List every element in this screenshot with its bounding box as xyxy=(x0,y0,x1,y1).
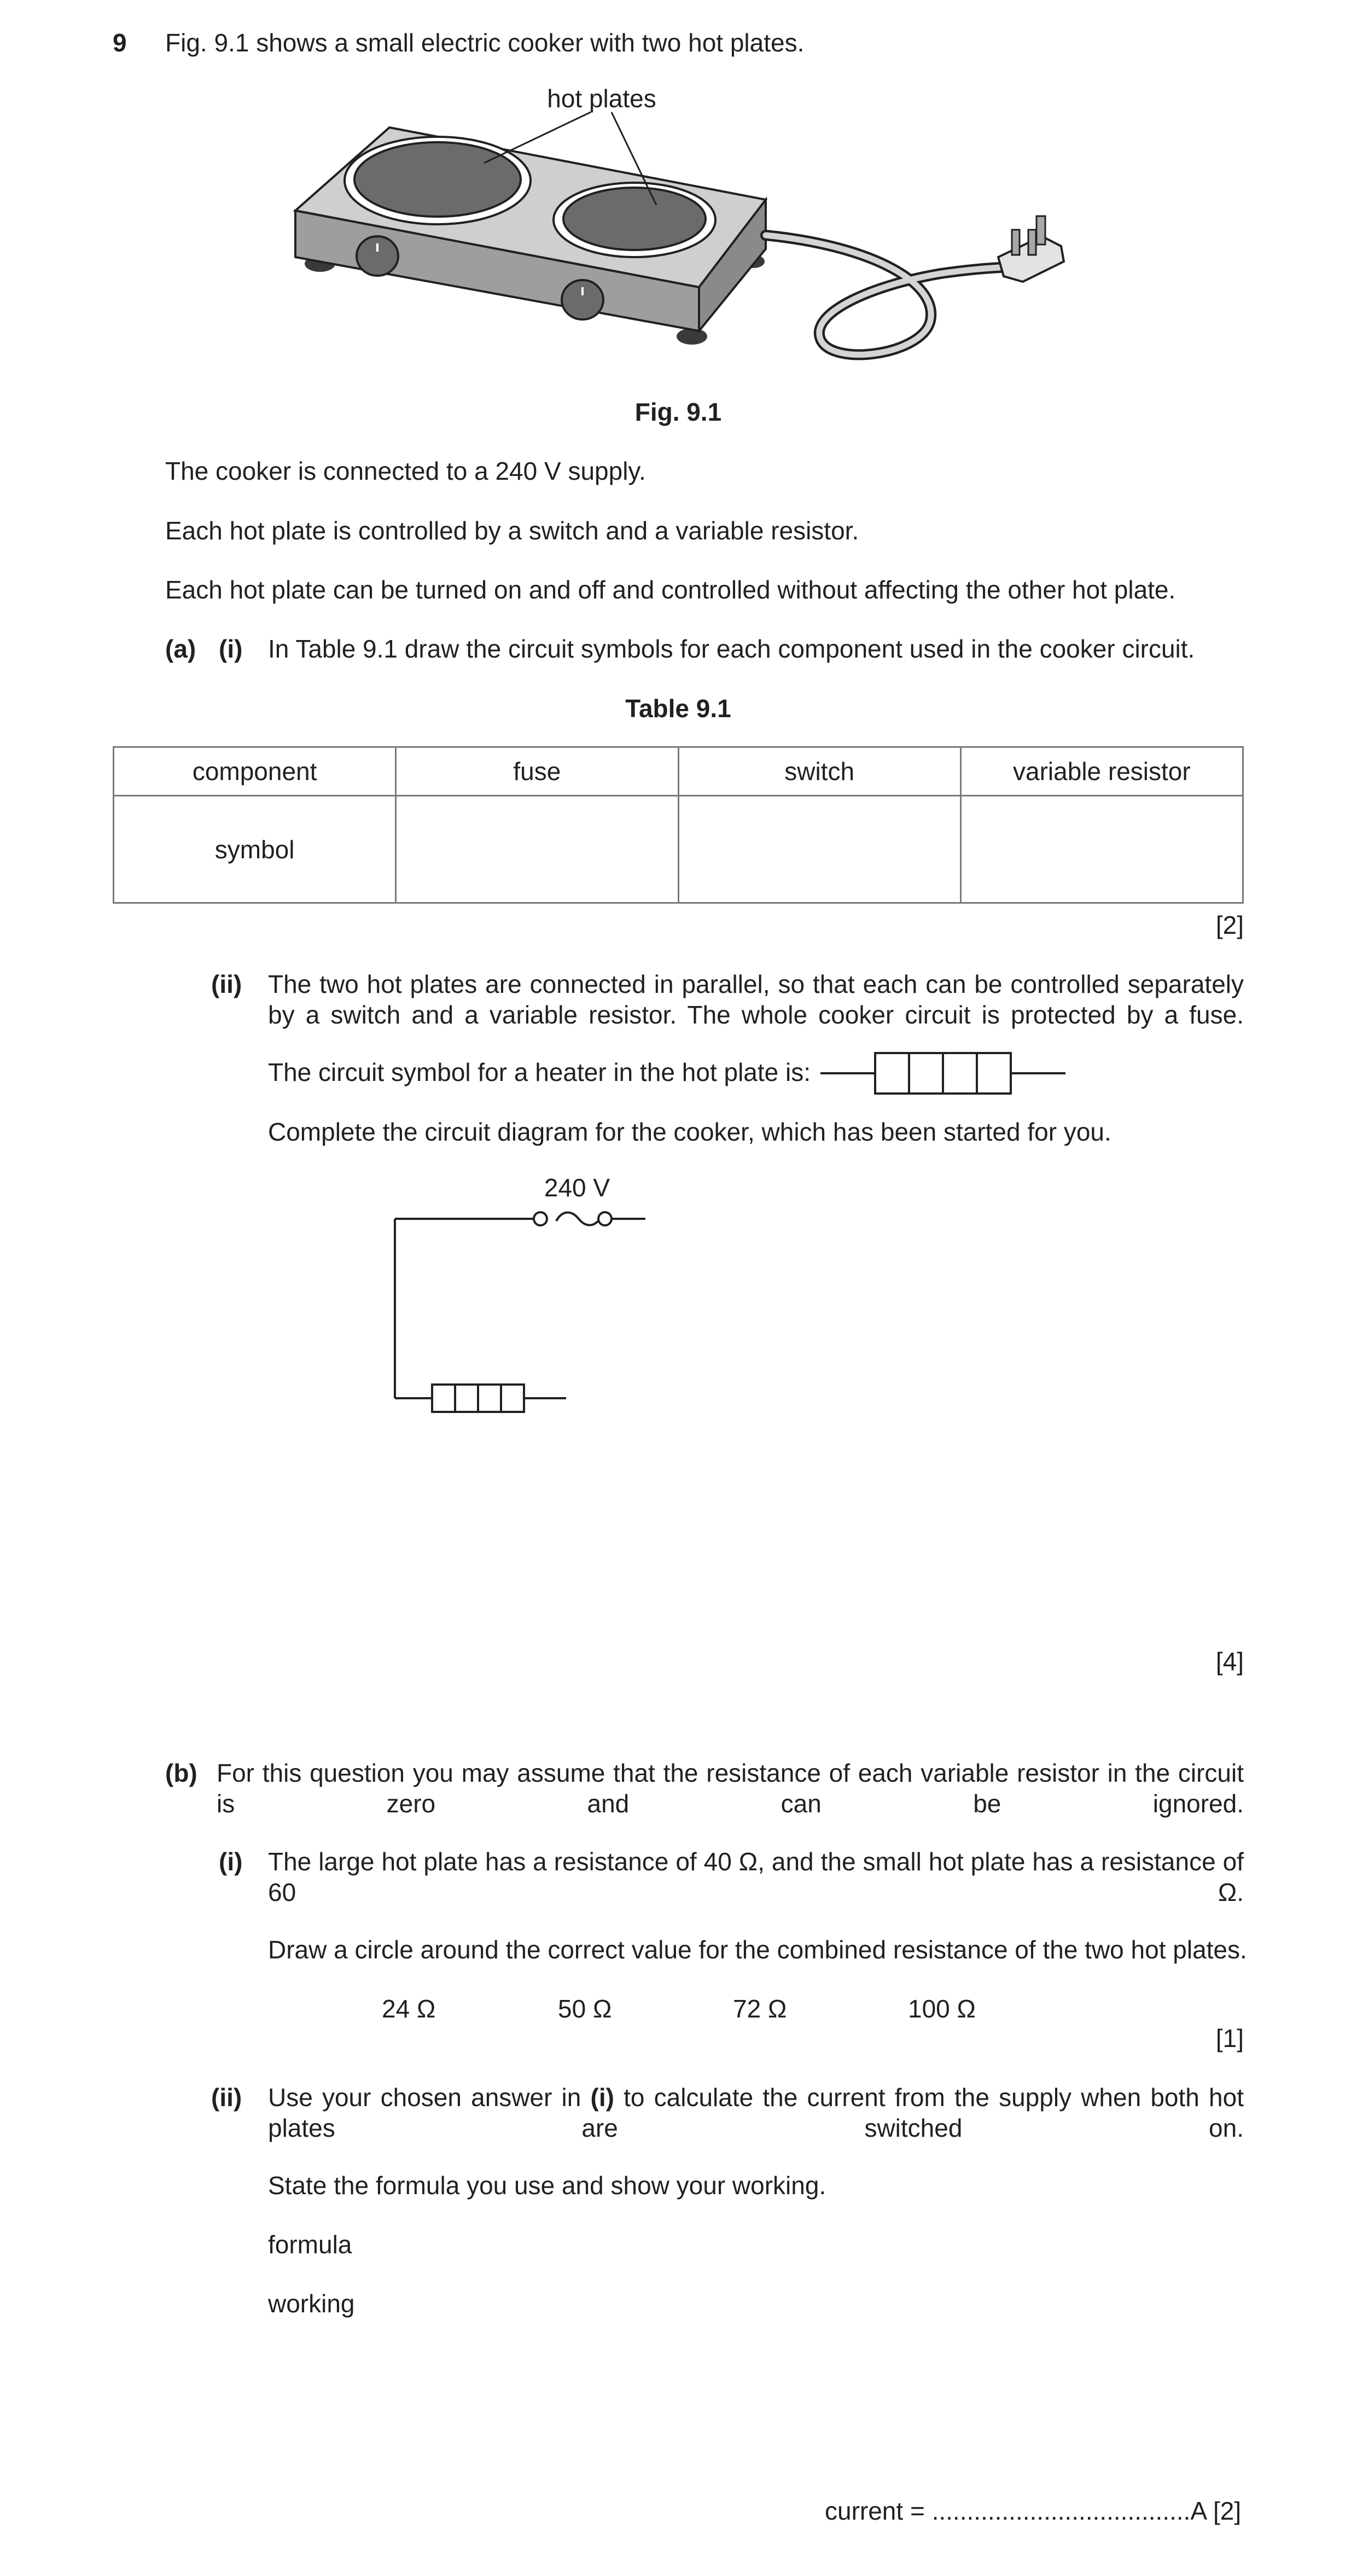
option-50-ohm[interactable]: 50 Ω xyxy=(558,1994,612,2023)
part-a-label: (a) xyxy=(165,635,196,663)
marks-a-i: [2] xyxy=(1215,911,1244,939)
part-b-ii-label: (ii) xyxy=(211,2083,242,2112)
formula-label: formula xyxy=(268,2230,352,2259)
option-100-ohm[interactable]: 100 Ω xyxy=(908,1994,976,2023)
statement-control: Each hot plate is controlled by a switch and a variable resistor. xyxy=(165,516,859,545)
option-24-ohm[interactable]: 24 Ω xyxy=(382,1994,436,2023)
part-b-label: (b) xyxy=(165,1759,197,1787)
marks-b-ii: [2] xyxy=(1213,2497,1242,2525)
figure-caption: Fig. 9.1 xyxy=(634,398,722,426)
current-answer-line[interactable]: current = .....................................A xyxy=(825,2497,1208,2525)
statement-independent: Each hot plate can be turned on and off and controlled without affecting the other hot plate. xyxy=(165,575,1176,604)
part-b-ii-text-before: Use your chosen answer in xyxy=(268,2083,591,2112)
heater-symbol-text: The circuit symbol for a heater in the hot plate is: xyxy=(268,1058,811,1086)
part-b-i-text: The large hot plate has a resistance of 40 Ω, and the small hot plate has a resistance of 60 Ω. xyxy=(268,1847,1244,1906)
header-component: component xyxy=(114,747,396,796)
header-variable-resistor: variable resistor xyxy=(960,747,1243,796)
part-b-ii-text xyxy=(268,2082,1244,2143)
circuit-instruction: Complete the circuit diagram for the cooker, which has been started for you. xyxy=(268,1118,1111,1146)
hot-plates-label: hot plates xyxy=(547,84,656,113)
part-b-ii-text-ref: (i) xyxy=(590,2083,614,2112)
question-number: 9 xyxy=(113,28,127,57)
part-a-ii-text: The two hot plates are connected in parallel, so that each can be controlled separately by a switch and a variable resistor. The whole cooker circuit is protected by a fuse. xyxy=(268,970,1244,1029)
option-72-ohm[interactable]: 72 Ω xyxy=(733,1994,787,2023)
row-label-symbol: symbol xyxy=(114,796,396,903)
part-b-ii-text-after: to calculate the current from the supply when both hot plates are switched on. xyxy=(268,2083,1244,2142)
header-switch: switch xyxy=(678,747,960,796)
question-intro: Fig. 9.1 shows a small electric cooker with two hot plates. xyxy=(165,28,805,57)
supply-voltage-label: 240 V xyxy=(544,1173,610,1202)
working-label: working xyxy=(268,2289,355,2318)
part-a-ii-label: (ii) xyxy=(211,970,242,998)
part-a-i-label: (i) xyxy=(219,635,243,663)
part-a-i-text: In Table 9.1 draw the circuit symbols for each component used in the cooker circuit. xyxy=(268,635,1195,663)
table-title: Table 9.1 xyxy=(625,694,731,723)
part-b-i-label: (i) xyxy=(219,1847,243,1876)
part-b-ii-instruction: State the formula you use and show your working. xyxy=(268,2171,826,2200)
marks-b-i: [1] xyxy=(1215,2024,1244,2052)
part-b-i-instruction: Draw a circle around the correct value for the combined resistance of the two hot plates. xyxy=(268,1935,1247,1964)
statement-supply: The cooker is connected to a 240 V supply. xyxy=(165,457,646,485)
part-b-intro: For this question you may assume that the resistance of each variable resistor in the circuit is zero and can be ignored. xyxy=(217,1759,1244,1818)
marks-a-ii: [4] xyxy=(1215,1647,1244,1676)
header-fuse: fuse xyxy=(396,747,678,796)
